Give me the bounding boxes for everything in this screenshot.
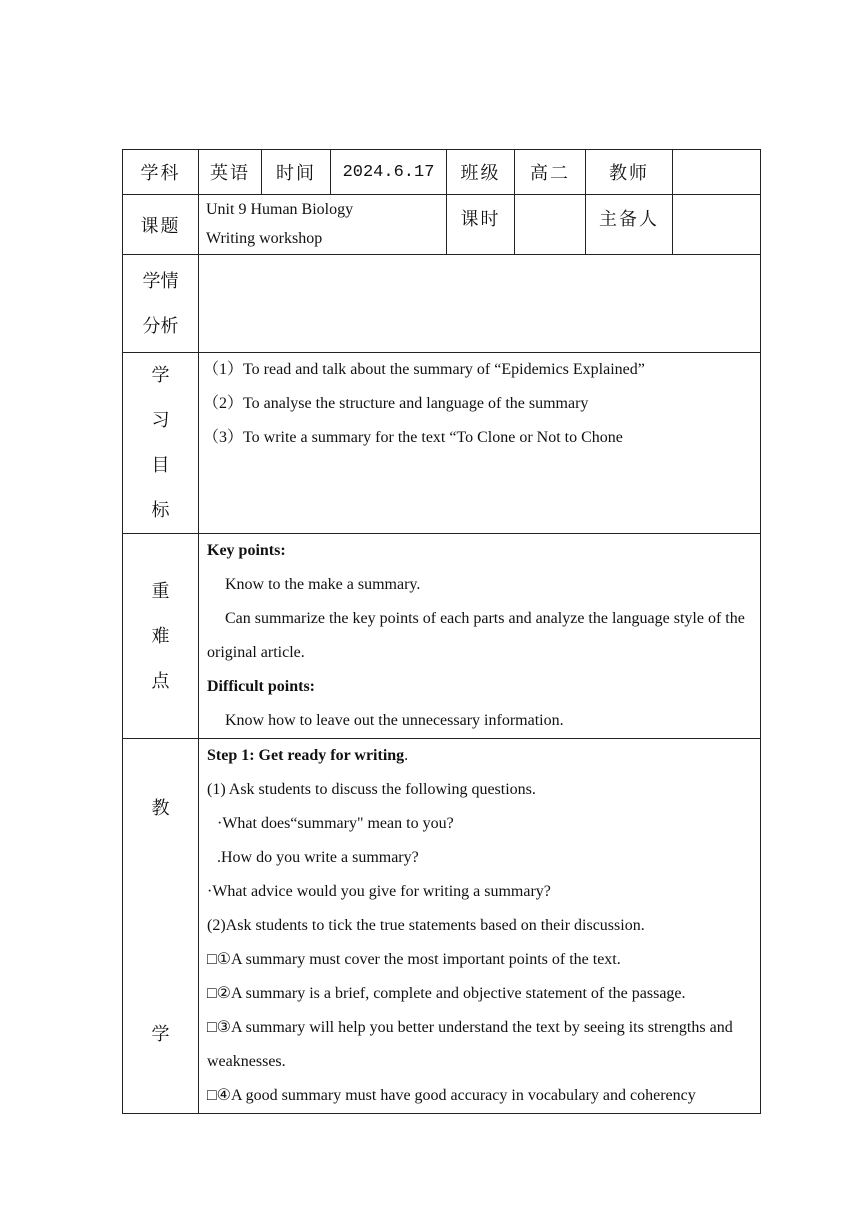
objectives-label (123, 353, 199, 534)
class-label: 班级 (447, 150, 515, 195)
objectives-row (123, 353, 761, 534)
key-difficult-content (199, 534, 761, 739)
key-difficult-row (123, 534, 761, 739)
period-label: 课时 (447, 195, 515, 255)
key-difficult-label-char-1: 重 (151, 580, 170, 602)
period-value (515, 195, 586, 255)
objectives-content (199, 353, 761, 534)
header-row (123, 150, 761, 195)
key-difficult-label (123, 534, 199, 739)
analysis-row (123, 255, 761, 353)
statement-checkbox-line: □③A summary will help you better understand the text by seeing its strengths and weaknesses. (207, 1019, 733, 1070)
analysis-label-2: 分析 (142, 315, 179, 337)
objective-item: （1）To read and talk about the summary of “Epidemics Explained” (203, 361, 645, 378)
teaching-row (123, 739, 761, 1114)
statement-checkbox-line: □②A summary is a brief, complete and objective statement of the passage. (207, 985, 686, 1002)
teaching-line: .How do you write a summary? (217, 849, 419, 866)
subject-label: 学科 (123, 150, 199, 195)
subject-value: 英语 (199, 150, 262, 195)
step-heading (207, 739, 754, 773)
preparer-label: 主备人 (586, 195, 673, 255)
teacher-label: 教师 (586, 150, 673, 195)
time-value: 2024.6.17 (331, 150, 447, 195)
topic-line-1: Unit 9 Human Biology (206, 201, 354, 218)
teaching-label-char-2: 学 (151, 1024, 170, 1045)
step-period: . (404, 747, 409, 764)
teacher-value (673, 150, 761, 195)
difficult-points-title: Difficult points: (207, 678, 315, 695)
teaching-line: (2)Ask students to tick the true statements based on their discussion. (207, 917, 645, 934)
objectives-label-char-3: 目 (151, 455, 170, 476)
topic-value (199, 195, 447, 255)
objective-item: （3）To write a summary for the text “To Clone or Not to Chone (203, 429, 623, 446)
preparer-value (673, 195, 761, 255)
key-point-line: Know to the make a summary. (225, 576, 421, 593)
topic-row (123, 195, 761, 255)
objectives-label-char-1: 学 (151, 365, 170, 386)
topic-label: 课题 (123, 195, 199, 255)
key-difficult-label-char-2: 难 (151, 625, 170, 647)
teaching-line: (1) Ask students to discuss the following questions. (207, 781, 536, 798)
analysis-label-1: 学情 (142, 270, 179, 292)
analysis-label (123, 255, 199, 353)
objectives-label-char-2: 习 (151, 410, 170, 431)
teaching-content (199, 739, 761, 1114)
statement-checkbox-line: □①A summary must cover the most important points of the text. (207, 951, 621, 968)
key-points-title: Key points: (207, 542, 286, 559)
analysis-content (199, 255, 761, 353)
teaching-line: ·What does“summary" mean to you? (217, 815, 454, 832)
step-title: Step 1: Get ready for writing (207, 747, 405, 764)
lesson-plan-table (122, 149, 761, 1114)
objective-item: （2）To analyse the structure and language of the summary (203, 395, 589, 412)
teaching-label-char-1: 教 (151, 798, 170, 819)
topic-line-2: Writing workshop (206, 230, 323, 247)
objectives-label-char-4: 标 (151, 500, 170, 521)
key-difficult-label-char-3: 点 (151, 670, 170, 692)
class-value: 高二 (515, 150, 586, 195)
statement-checkbox-line: □④A good summary must have good accuracy in vocabulary and coherency (207, 1087, 696, 1104)
time-label: 时间 (262, 150, 331, 195)
difficult-point-line: Know how to leave out the unnecessary information. (225, 712, 564, 729)
teaching-line: ·What advice would you give for writing a summary? (207, 883, 551, 900)
teaching-label (123, 739, 199, 1114)
key-point-line: Can summarize the key points of each parts and analyze the language style of the original article. (207, 610, 745, 661)
